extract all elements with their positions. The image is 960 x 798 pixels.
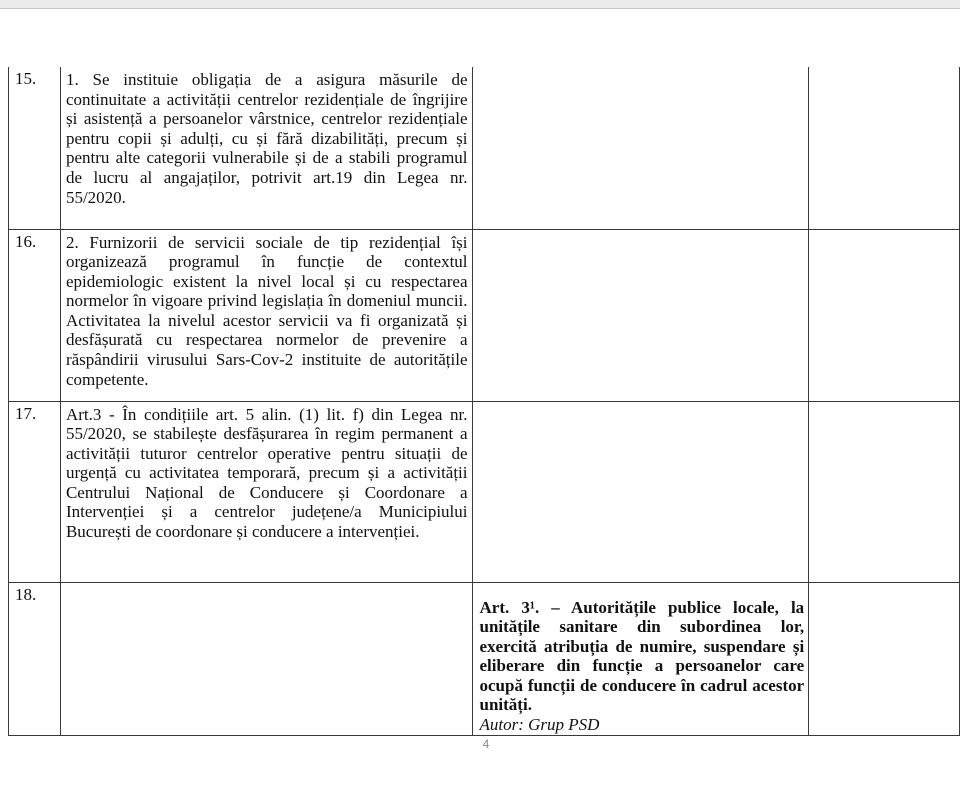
table-row bbox=[9, 401, 960, 582]
original-text-cell bbox=[60, 582, 472, 735]
amendment-cell bbox=[472, 67, 809, 229]
page-number: 4 bbox=[482, 737, 490, 751]
viewer-top-edge bbox=[0, 0, 960, 9]
original-text-cell: Art.3 - În condițiile art. 5 alin. (1) lit. f) din Legea nr. 55/2020, se stabilește desfășurarea în regim permanent a activității tuturor centrelor operative pentru situații de urgență cu activitatea temporară, precum și a activității Centrului Național de Conducere și Coordonare a Intervenției și a centrelor județene/a Municipiului București de coordonare și conducere a intervenției. bbox=[60, 401, 472, 582]
amendment-cell bbox=[472, 582, 809, 735]
amendments-table bbox=[8, 67, 960, 736]
table-row bbox=[9, 229, 960, 401]
original-text-cell: 1. Se instituie obligația de a asigura măsurile de continuitate a activității centrelor rezidențiale de îngrijire și asistență a persoanelor vârstnice, centrelor rezidențiale pentru copii și adulți, cu și fără dizabilități, precum și pentru alte categorii vulnerabile și de a stabili programul de lucru al angajaților, potrivit art.19 din Legea nr. 55/2020. bbox=[60, 67, 472, 229]
amendment-author: Autor: Grup PSD bbox=[479, 715, 600, 735]
row-number: 17. bbox=[9, 401, 61, 582]
amendment-text: Art. 3¹. – Autoritățile publice locale, la unitățile sanitare din subordinea lor, exercită atribuția de numire, suspendare și eliberare din funcție a persoanelor care ocupă funcții de conducere în cadrul acestor unități. bbox=[479, 597, 805, 715]
amendment-cell bbox=[472, 229, 809, 401]
row-number: 16. bbox=[9, 229, 61, 401]
notes-cell bbox=[809, 229, 960, 401]
table-row bbox=[9, 582, 960, 735]
row-number: 18. bbox=[9, 582, 61, 735]
amendment-cell bbox=[472, 401, 809, 582]
notes-cell bbox=[809, 582, 960, 735]
table-row bbox=[9, 67, 960, 229]
original-text-cell: 2. Furnizorii de servicii sociale de tip rezidențial își organizează programul în funcție de contextul epidemiologic existent la nivel local și cu respectarea normelor în vigoare privind legislația în domeniul muncii. Activitatea la nivelul acestor servicii va fi organizată și desfășurată cu respectarea normelor de prevenire a răspândirii virusului Sars-Cov-2 instituite de autoritățile competente. bbox=[60, 229, 472, 401]
notes-cell bbox=[809, 401, 960, 582]
notes-cell bbox=[809, 67, 960, 229]
row-number: 15. bbox=[9, 67, 61, 229]
